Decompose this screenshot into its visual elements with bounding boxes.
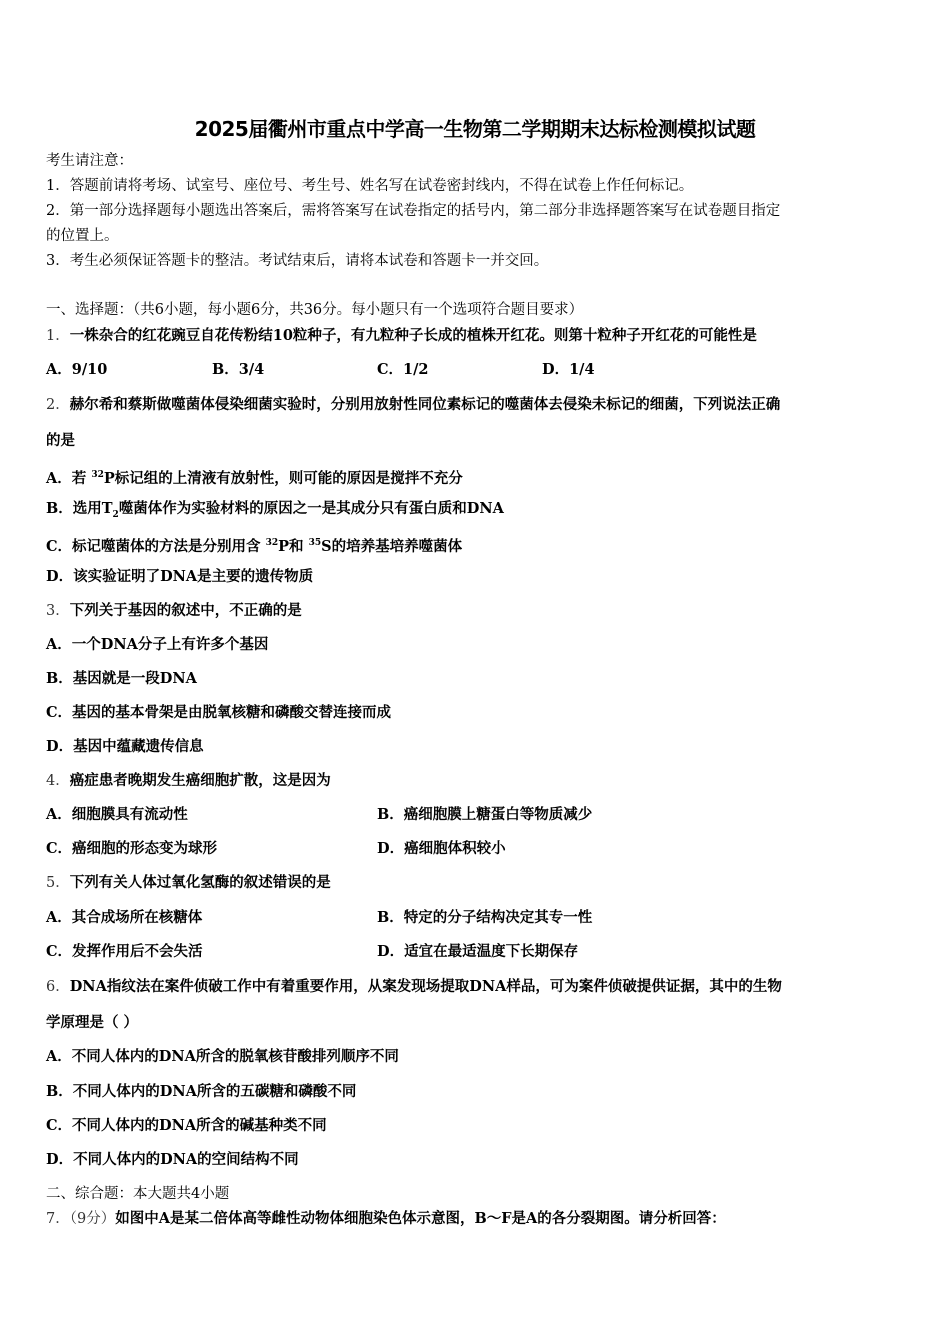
question-5-option-d: D．适宜在最适温度下长期保存 [377, 943, 579, 960]
question-4-option-d: D．癌细胞体积较小 [377, 840, 506, 857]
question-2-text-cont: 的是 [46, 432, 75, 449]
question-7-text: 如图中A是某二倍体高等雌性动物体细胞染色体示意图，B～F是A的各分裂期图。请分析回答： [115, 1210, 726, 1227]
question-6-option-d: D．不同人体内的DNA的空间结构不同 [46, 1151, 299, 1168]
question-6-text: DNA指纹法在案件侦破工作中有着重要作用，从案发现场提取DNA样品，可为案件侦破提供证据，其中的生物 [69, 978, 782, 995]
question-5-option-c: C．发挥作用后不会失活 [46, 943, 203, 960]
question-4-option-c: C．癌细胞的形态变为球形 [46, 840, 218, 857]
question-1-option-b: B．3/4 [212, 361, 265, 378]
question-6-number: 6． [46, 979, 70, 995]
notice-item-2: 2．第一部分选择题每小题选出答案后，需将答案写在试卷指定的括号内，第二部分非选择题答案写在试卷题目指定 [46, 203, 781, 219]
notice-item-2-cont: 的位置上。 [46, 228, 119, 244]
section2-heading: 二、综合题：本大题共4小题 [46, 1186, 230, 1202]
question-1 [46, 326, 757, 346]
question-1-number: 1． [46, 328, 70, 344]
question-1-text: 一株杂合的红花豌豆自花传粉结10粒种子，有九粒种子长成的植株开红花。则第十粒种子开红花的可能性是 [69, 327, 757, 344]
question-2-option-c: C．标记噬菌体的方法是分别用含 $^{32}$P和 $^{35}$S的培养基培养噬菌体 [46, 537, 463, 555]
question-1-option-a: A．9/10 [46, 361, 108, 378]
section1-heading: 一、选择题：（共6小题，每小题6分，共36分。每小题只有一个选项符合题目要求） [46, 302, 584, 318]
question-2-number: 2． [46, 397, 70, 413]
question-2-option-a: A．若 $^{32}$P标记组的上清液有放射性，则可能的原因是搅拌不充分 [46, 469, 463, 487]
question-3 [46, 601, 302, 621]
question-3-number: 3． [46, 603, 70, 619]
question-2 [46, 395, 780, 415]
question-3-option-a: A．一个DNA分子上有许多个基因 [46, 636, 269, 653]
question-4-number: 4． [46, 773, 70, 789]
question-7-number: 7． [46, 1211, 70, 1227]
notice-heading: 考生请注意： [46, 153, 133, 169]
question-6-option-a: A．不同人体内的DNA所含的脱氧核苷酸排列顺序不同 [46, 1048, 399, 1065]
question-3-option-d: D．基因中蕴藏遗传信息 [46, 738, 204, 755]
question-6-text-cont: 学原理是（ ） [46, 1014, 139, 1031]
question-5-option-b: B．特定的分子结构决定其专一性 [377, 909, 593, 926]
question-5-number: 5． [46, 875, 70, 891]
question-2-option-b: B．选用$T_2$噬菌体作为实验材料的原因之一是其成分只有蛋白质和DNA [46, 500, 504, 520]
question-5-option-a: A．其合成场所在核糖体 [46, 909, 203, 926]
question-3-text: 下列关于基因的叙述中，不正确的是 [69, 602, 302, 619]
question-7 [46, 1209, 726, 1229]
question-6-option-c: C．不同人体内的DNA所含的碱基种类不同 [46, 1117, 327, 1134]
question-2-option-d: D．该实验证明了DNA是主要的遗传物质 [46, 568, 314, 585]
question-2-text: 赫尔希和蔡斯做噬菌体侵染细菌实验时，分别用放射性同位素标记的噬菌体去侵染未标记的细菌，下列说法正确 [69, 396, 781, 413]
question-4 [46, 771, 331, 791]
question-1-option-d: D．1/4 [542, 361, 595, 378]
page-title: 2025届衢州市重点中学高一生物第二学期期末达标检测模拟试题 [194, 117, 756, 141]
question-5 [46, 873, 331, 893]
question-6-option-b: B．不同人体内的DNA所含的五碳糖和磷酸不同 [46, 1083, 357, 1100]
question-3-option-b: B．基因就是一段DNA [46, 670, 197, 687]
question-7-score: （9分） [69, 1211, 116, 1227]
question-4-option-b: B．癌细胞膜上糖蛋白等物质减少 [377, 806, 593, 823]
notice-item-3: 3．考生必须保证答题卡的整洁。考试结束后，请将本试卷和答题卡一并交回。 [46, 253, 549, 269]
question-3-option-c: C．基因的基本骨架是由脱氧核糖和磷酸交替连接而成 [46, 704, 392, 721]
notice-item-1: 1．答题前请将考场、试室号、座位号、考生号、姓名写在试卷密封线内，不得在试卷上作任何标记。 [46, 178, 694, 194]
question-6 [46, 977, 782, 997]
question-4-text: 癌症患者晚期发生癌细胞扩散，这是因为 [69, 772, 331, 789]
question-5-text: 下列有关人体过氧化氢酶的叙述错误的是 [69, 874, 331, 891]
question-1-option-c: C．1/2 [377, 361, 429, 378]
question-4-option-a: A．细胞膜具有流动性 [46, 806, 188, 823]
